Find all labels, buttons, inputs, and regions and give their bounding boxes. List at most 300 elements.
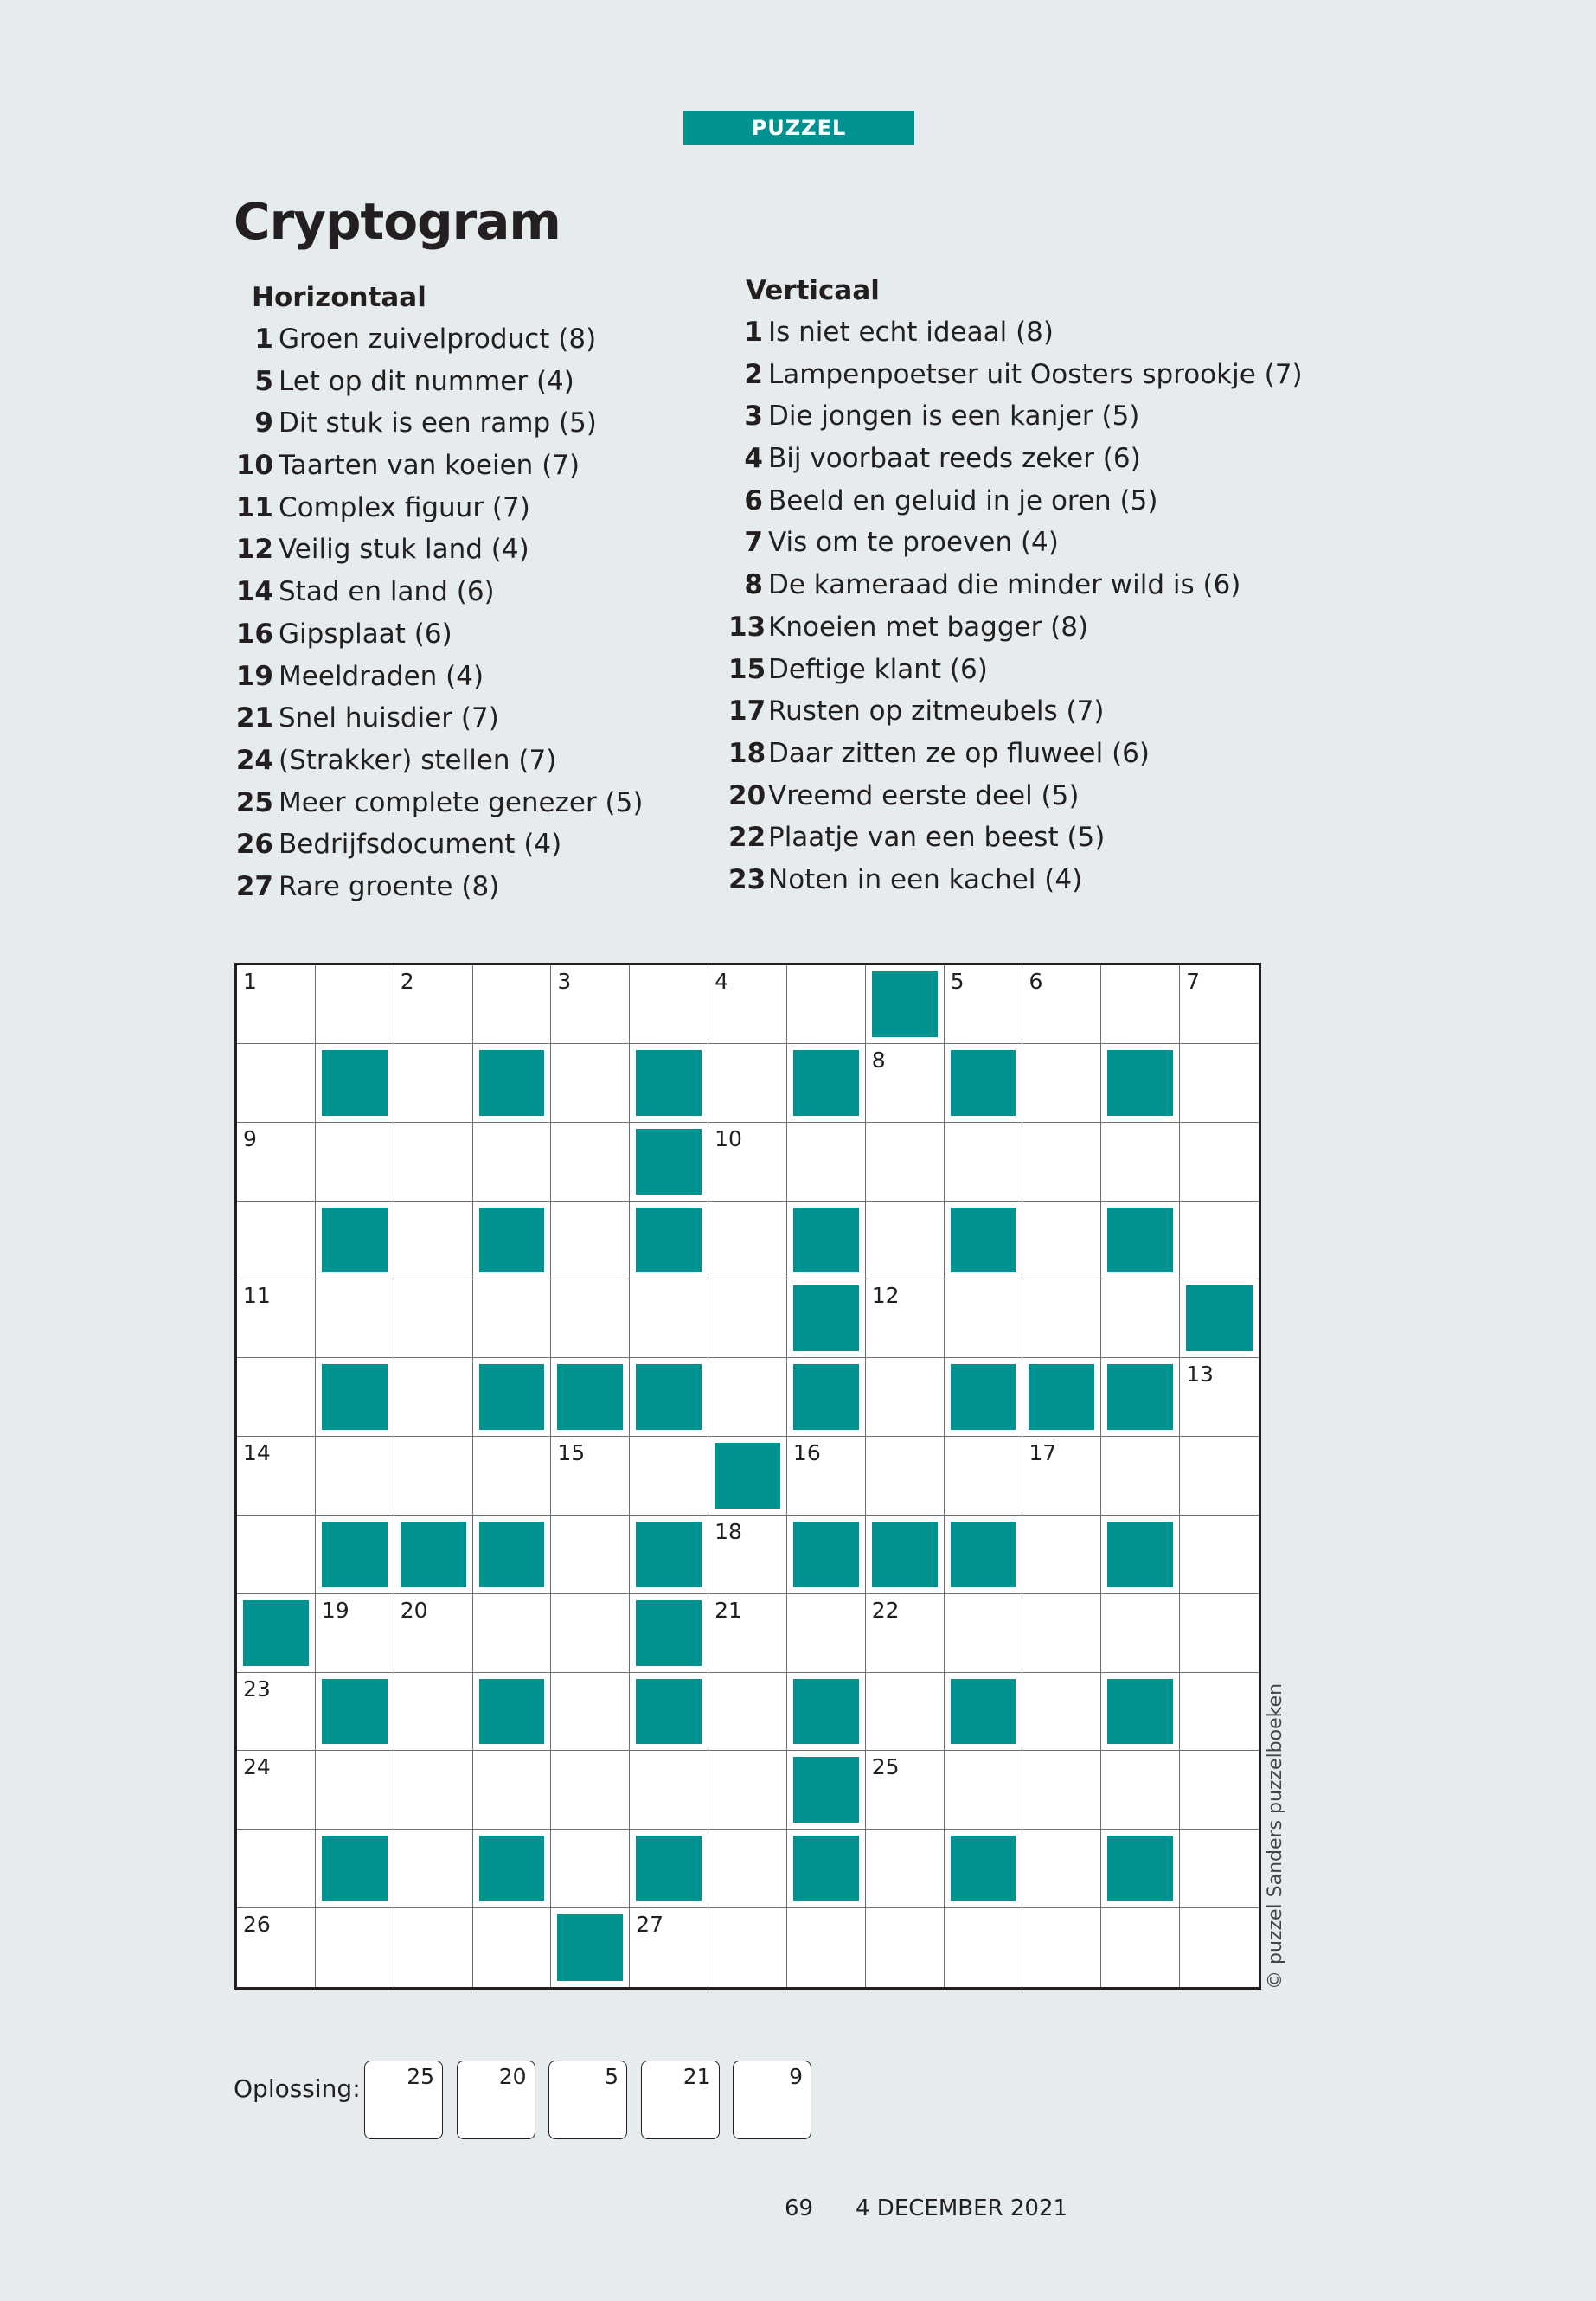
grid-cell[interactable] — [1101, 1594, 1180, 1673]
clue-item — [234, 697, 643, 740]
grid-cell[interactable] — [237, 1123, 316, 1202]
cell-number: 18 — [715, 1518, 742, 1544]
grid-cell[interactable] — [1101, 965, 1180, 1044]
clue-text: Let op dit nummer (4) — [279, 365, 574, 397]
grid-cell[interactable] — [473, 1908, 552, 1987]
clue-number: 22 — [728, 822, 766, 854]
clue-text: Meeldraden (4) — [279, 660, 484, 692]
clue-number: 10 — [235, 450, 273, 482]
clue-item — [234, 529, 643, 571]
clue-number: 9 — [254, 407, 273, 439]
grid-cell[interactable] — [394, 1673, 473, 1752]
grid-cell[interactable] — [787, 1908, 866, 1987]
grid-cell[interactable] — [473, 1279, 552, 1358]
grid-cell[interactable] — [1022, 1673, 1101, 1752]
clue-text: Daar zitten ze op fluweel (6) — [768, 737, 1150, 769]
vertical-clue-list — [728, 311, 1303, 901]
black-square — [557, 1364, 623, 1430]
grid-cell[interactable] — [551, 1044, 630, 1123]
grid-cell[interactable] — [866, 1202, 945, 1280]
grid-cell[interactable] — [551, 1279, 630, 1358]
clue-item — [234, 782, 643, 824]
black-square — [636, 1600, 702, 1666]
grid-cell[interactable] — [1180, 1830, 1259, 1908]
black-cell — [945, 1358, 1023, 1437]
grid-cell[interactable] — [945, 1123, 1023, 1202]
black-cell — [316, 1358, 394, 1437]
black-square — [951, 1522, 1016, 1587]
cell-number: 21 — [715, 1597, 742, 1623]
black-square — [793, 1285, 859, 1351]
black-square — [322, 1050, 388, 1116]
grid-cell[interactable] — [708, 1202, 787, 1280]
grid-cell[interactable] — [1022, 1123, 1101, 1202]
grid-cell[interactable] — [237, 1516, 316, 1594]
clue-item — [728, 733, 1303, 775]
grid-cell[interactable] — [237, 1044, 316, 1123]
clue-number: 19 — [235, 660, 273, 692]
grid-cell[interactable] — [551, 1202, 630, 1280]
vertical-clues — [728, 270, 1303, 901]
clue-item — [234, 445, 643, 487]
black-cell — [630, 1594, 708, 1673]
grid-cell[interactable] — [394, 1908, 473, 1987]
grid-cell[interactable] — [1022, 965, 1101, 1044]
grid-cell[interactable] — [708, 1908, 787, 1987]
black-cell — [551, 1358, 630, 1437]
black-square — [557, 1914, 623, 1981]
grid-cell[interactable] — [945, 1751, 1023, 1830]
black-cell — [630, 1202, 708, 1280]
black-square — [951, 1836, 1016, 1901]
clue-number: 17 — [728, 695, 766, 727]
solution-box[interactable] — [457, 2061, 535, 2139]
clue-item — [234, 866, 643, 908]
grid-cell[interactable] — [708, 965, 787, 1044]
grid-cell[interactable] — [708, 1279, 787, 1358]
grid-cell[interactable] — [237, 1830, 316, 1908]
grid-cell[interactable] — [1180, 1751, 1259, 1830]
cell-number: 23 — [243, 1676, 271, 1702]
clue-text: Veilig stuk land (4) — [279, 534, 529, 566]
clue-number: 1 — [744, 317, 763, 348]
clue-item — [234, 656, 643, 698]
grid-cell[interactable] — [787, 1437, 866, 1516]
grid-cell[interactable] — [630, 1437, 708, 1516]
cell-number: 25 — [871, 1754, 900, 1780]
grid-cell[interactable] — [551, 1751, 630, 1830]
black-cell — [787, 1751, 866, 1830]
clue-number: 26 — [235, 829, 273, 861]
grid-cell[interactable] — [394, 1279, 473, 1358]
black-square — [479, 1364, 545, 1430]
grid-cell[interactable] — [551, 1437, 630, 1516]
solution-box[interactable] — [733, 2061, 811, 2139]
grid-cell[interactable] — [1101, 1751, 1180, 1830]
cell-number: 19 — [321, 1597, 349, 1623]
grid-cell[interactable] — [708, 1358, 787, 1437]
clue-text: Noten in een kachel (4) — [768, 863, 1083, 895]
grid-cell[interactable] — [394, 1830, 473, 1908]
black-square — [479, 1050, 545, 1116]
cell-number: 24 — [243, 1754, 271, 1780]
cell-number: 15 — [557, 1440, 586, 1466]
black-cell — [630, 1123, 708, 1202]
cell-number: 2 — [400, 969, 414, 994]
clue-text: Gipsplaat (6) — [279, 618, 452, 650]
grid-cell[interactable] — [866, 1908, 945, 1987]
grid-cell[interactable] — [237, 965, 316, 1044]
black-cell — [787, 1044, 866, 1123]
black-square — [1107, 1679, 1173, 1745]
cell-number: 26 — [243, 1912, 271, 1938]
clue-item — [234, 613, 643, 656]
grid-cell[interactable] — [1022, 1516, 1101, 1594]
grid-cell[interactable] — [1022, 1044, 1101, 1123]
solution-box-number: 20 — [498, 2064, 527, 2089]
clue-text: Meer complete genezer (5) — [279, 786, 644, 818]
clue-number: 12 — [235, 534, 273, 566]
black-cell — [473, 1673, 552, 1752]
grid-cell[interactable] — [1180, 1202, 1259, 1280]
section-tag: PUZZEL — [683, 111, 914, 145]
clue-text: Bij voorbaat reeds zeker (6) — [768, 443, 1141, 475]
black-square — [322, 1208, 388, 1273]
grid-cell[interactable] — [1180, 1358, 1259, 1437]
grid-cell[interactable] — [394, 1044, 473, 1123]
black-cell — [630, 1044, 708, 1123]
grid-cell[interactable] — [1180, 1044, 1259, 1123]
clue-number: 3 — [744, 401, 763, 433]
black-cell — [316, 1830, 394, 1908]
black-square — [636, 1364, 702, 1430]
grid-cell[interactable] — [1022, 1751, 1101, 1830]
grid-cell[interactable] — [394, 1751, 473, 1830]
clue-text: Plaatje van een beest (5) — [768, 822, 1106, 854]
clue-number: 11 — [235, 491, 273, 523]
clue-item — [234, 402, 643, 445]
clue-item — [728, 649, 1303, 691]
black-cell — [787, 1516, 866, 1594]
grid-cell[interactable] — [708, 1044, 787, 1123]
black-square — [636, 1679, 702, 1745]
solution-box-number: 21 — [683, 2064, 711, 2089]
grid-cell[interactable] — [1101, 1908, 1180, 1987]
black-cell — [1101, 1358, 1180, 1437]
grid-cell[interactable] — [1101, 1279, 1180, 1358]
cell-number: 12 — [871, 1283, 900, 1309]
black-cell — [237, 1594, 316, 1673]
grid-cell[interactable] — [1022, 1437, 1101, 1516]
black-cell — [945, 1673, 1023, 1752]
clue-text: (Strakker) stellen (7) — [279, 744, 557, 776]
grid-cell[interactable] — [551, 1673, 630, 1752]
grid-cell[interactable] — [237, 1908, 316, 1987]
black-cell — [630, 1516, 708, 1594]
grid-cell[interactable] — [394, 1123, 473, 1202]
clue-number: 7 — [744, 527, 763, 559]
clue-text: Lampenpoetser uit Oosters sprookje (7) — [768, 358, 1303, 390]
horizontal-heading: Horizontaal — [252, 282, 426, 313]
grid-cell[interactable] — [866, 1044, 945, 1123]
grid-cell[interactable] — [394, 1358, 473, 1437]
grid-cell[interactable] — [473, 1594, 552, 1673]
clue-text: Die jongen is een kanjer (5) — [768, 401, 1140, 433]
grid-cell[interactable] — [316, 1594, 394, 1673]
black-cell — [551, 1908, 630, 1987]
clue-text: Rare groente (8) — [279, 870, 500, 902]
clue-item — [234, 824, 643, 866]
clue-number: 14 — [235, 576, 273, 608]
grid-cell[interactable] — [866, 1123, 945, 1202]
grid-cell[interactable] — [237, 1437, 316, 1516]
grid-cell[interactable] — [1101, 1437, 1180, 1516]
grid-cell[interactable] — [945, 965, 1023, 1044]
grid-cell[interactable] — [866, 1594, 945, 1673]
grid-cell[interactable] — [473, 1751, 552, 1830]
cell-number: 8 — [871, 1047, 886, 1073]
grid-cell[interactable] — [1022, 1202, 1101, 1280]
grid-cell[interactable] — [473, 1437, 552, 1516]
clue-item — [234, 361, 643, 403]
clue-text: Stad en land (6) — [279, 576, 495, 608]
clue-item — [728, 354, 1303, 396]
grid-cell[interactable] — [1180, 1437, 1259, 1516]
grid-cell[interactable] — [1180, 1516, 1259, 1594]
black-cell — [787, 1830, 866, 1908]
black-cell — [394, 1516, 473, 1594]
black-square — [322, 1836, 388, 1901]
grid-cell[interactable] — [551, 1123, 630, 1202]
solution-box[interactable] — [364, 2061, 443, 2139]
grid-cell[interactable] — [945, 1279, 1023, 1358]
black-cell — [945, 1516, 1023, 1594]
cell-number: 6 — [1029, 969, 1043, 994]
grid-cell[interactable] — [316, 1123, 394, 1202]
grid-cell[interactable] — [237, 1358, 316, 1437]
black-cell — [866, 1516, 945, 1594]
grid-cell[interactable] — [1180, 965, 1259, 1044]
black-square — [793, 1208, 859, 1273]
grid-cell[interactable] — [866, 1358, 945, 1437]
grid-cell[interactable] — [237, 1673, 316, 1752]
solution-box[interactable] — [548, 2061, 627, 2139]
grid-cell[interactable] — [866, 1751, 945, 1830]
black-square — [1107, 1836, 1173, 1901]
black-square — [793, 1757, 859, 1823]
grid-cell[interactable] — [866, 1279, 945, 1358]
black-square — [479, 1836, 545, 1901]
grid-cell[interactable] — [237, 1202, 316, 1280]
grid-cell[interactable] — [316, 1437, 394, 1516]
black-square — [322, 1679, 388, 1745]
vertical-heading: Verticaal — [746, 275, 880, 306]
solution-box-number: 5 — [605, 2064, 619, 2089]
clue-item — [728, 395, 1303, 438]
grid-cell[interactable] — [1180, 1594, 1259, 1673]
grid-cell[interactable] — [708, 1123, 787, 1202]
clue-number: 23 — [728, 863, 766, 895]
black-cell — [866, 965, 945, 1044]
black-cell — [473, 1830, 552, 1908]
clue-number: 5 — [254, 365, 273, 397]
black-square — [1107, 1522, 1173, 1587]
black-cell — [1101, 1044, 1180, 1123]
grid-cell[interactable] — [394, 1437, 473, 1516]
grid-cell[interactable] — [473, 1123, 552, 1202]
black-square — [401, 1522, 466, 1587]
clue-text: Rusten op zitmeubels (7) — [768, 695, 1105, 727]
grid-cell[interactable] — [237, 1279, 316, 1358]
cell-number: 9 — [243, 1125, 257, 1151]
clue-text: Groen zuivelproduct (8) — [279, 324, 597, 355]
clue-text: Beeld en geluid in je oren (5) — [768, 484, 1158, 516]
grid-cell[interactable] — [551, 1516, 630, 1594]
grid-cell[interactable] — [866, 1673, 945, 1752]
grid-cell[interactable] — [316, 1908, 394, 1987]
grid-cell[interactable] — [787, 1123, 866, 1202]
grid-cell[interactable] — [630, 1751, 708, 1830]
grid-cell[interactable] — [1022, 1279, 1101, 1358]
solution-label: Oplossing: — [234, 2074, 361, 2103]
grid-cell[interactable] — [316, 1279, 394, 1358]
clue-item — [728, 480, 1303, 522]
black-cell — [473, 1358, 552, 1437]
grid-cell[interactable] — [394, 965, 473, 1044]
clue-number: 1 — [254, 324, 273, 355]
grid-cell[interactable] — [1022, 1830, 1101, 1908]
copyright-credit: © puzzel Sanders puzzelboeken — [1265, 1682, 1286, 1990]
clue-item — [234, 487, 643, 529]
grid-cell[interactable] — [551, 965, 630, 1044]
clue-text: Taarten van koeien (7) — [279, 450, 580, 482]
clue-item — [234, 318, 643, 361]
grid-cell[interactable] — [551, 1594, 630, 1673]
grid-cell[interactable] — [866, 1437, 945, 1516]
grid-cell[interactable] — [316, 1751, 394, 1830]
cell-number: 16 — [792, 1440, 821, 1466]
clue-number: 2 — [744, 358, 763, 390]
black-square — [793, 1679, 859, 1745]
grid-cell[interactable] — [945, 1908, 1023, 1987]
grid-cell[interactable] — [316, 965, 394, 1044]
grid-cell[interactable] — [1101, 1123, 1180, 1202]
grid-cell[interactable] — [787, 965, 866, 1044]
grid-cell[interactable] — [630, 1908, 708, 1987]
crossword-grid — [234, 963, 1261, 1990]
grid-cell[interactable] — [945, 1594, 1023, 1673]
grid-cell[interactable] — [1180, 1908, 1259, 1987]
grid-cell[interactable] — [708, 1516, 787, 1594]
grid-cell[interactable] — [708, 1594, 787, 1673]
black-square — [636, 1129, 702, 1195]
clue-number: 27 — [235, 870, 273, 902]
black-square — [1186, 1285, 1253, 1351]
grid-cell[interactable] — [1180, 1123, 1259, 1202]
black-square — [322, 1364, 388, 1430]
cell-number: 22 — [871, 1597, 900, 1623]
cell-number: 27 — [636, 1912, 664, 1938]
cell-number: 10 — [715, 1125, 742, 1151]
black-cell — [1022, 1358, 1101, 1437]
grid-cell[interactable] — [1180, 1673, 1259, 1752]
grid-cell[interactable] — [237, 1751, 316, 1830]
grid-cell[interactable] — [394, 1202, 473, 1280]
clue-text: Bedrijfsdocument (4) — [279, 829, 562, 861]
black-square — [243, 1600, 309, 1666]
issue-date: 4 DECEMBER 2021 — [856, 2195, 1068, 2221]
clue-number: 6 — [744, 484, 763, 516]
grid-cell[interactable] — [473, 965, 552, 1044]
black-square — [951, 1679, 1016, 1745]
black-cell — [316, 1202, 394, 1280]
black-square — [636, 1208, 702, 1273]
clue-number: 15 — [728, 653, 766, 685]
black-square — [872, 971, 938, 1037]
clue-item — [234, 740, 643, 782]
cell-number: 7 — [1186, 969, 1201, 994]
grid-cell[interactable] — [787, 1594, 866, 1673]
black-cell — [630, 1673, 708, 1752]
cell-number: 20 — [400, 1597, 428, 1623]
clue-item — [728, 606, 1303, 649]
grid-cell[interactable] — [945, 1437, 1023, 1516]
black-square — [1029, 1364, 1094, 1430]
clue-number: 25 — [235, 786, 273, 818]
grid-cell[interactable] — [630, 1279, 708, 1358]
clue-text: Is niet echt ideaal (8) — [768, 317, 1054, 348]
clue-number: 4 — [744, 443, 763, 475]
black-cell — [316, 1516, 394, 1594]
grid-cell[interactable] — [866, 1830, 945, 1908]
grid-cell[interactable] — [394, 1594, 473, 1673]
grid-cell[interactable] — [1022, 1908, 1101, 1987]
black-cell — [1180, 1279, 1259, 1358]
black-square — [1107, 1364, 1173, 1430]
black-square — [793, 1364, 859, 1430]
black-cell — [316, 1673, 394, 1752]
grid-cell[interactable] — [708, 1673, 787, 1752]
black-cell — [1101, 1516, 1180, 1594]
black-cell — [708, 1437, 787, 1516]
clue-number: 16 — [235, 618, 273, 650]
clue-number: 8 — [744, 569, 763, 601]
horizontal-clues — [234, 277, 643, 908]
black-cell — [473, 1044, 552, 1123]
solution-box[interactable] — [641, 2061, 720, 2139]
clue-item — [234, 571, 643, 613]
grid-cell[interactable] — [708, 1830, 787, 1908]
cell-number: 14 — [243, 1440, 271, 1466]
clue-text: Vis om te proeven (4) — [768, 527, 1059, 559]
black-cell — [316, 1044, 394, 1123]
clue-item — [728, 564, 1303, 606]
grid-cell[interactable] — [551, 1830, 630, 1908]
black-square — [951, 1208, 1016, 1273]
black-cell — [787, 1279, 866, 1358]
horizontal-clue-list — [234, 318, 643, 908]
grid-cell[interactable] — [630, 965, 708, 1044]
grid-cell[interactable] — [708, 1751, 787, 1830]
black-square — [636, 1050, 702, 1116]
black-square — [479, 1522, 545, 1587]
clue-text: Snel huisdier (7) — [279, 702, 499, 734]
cell-number: 1 — [243, 969, 257, 994]
black-cell — [945, 1202, 1023, 1280]
page-title: Cryptogram — [234, 192, 561, 251]
cell-number: 4 — [715, 969, 728, 994]
grid-cell[interactable] — [1022, 1594, 1101, 1673]
